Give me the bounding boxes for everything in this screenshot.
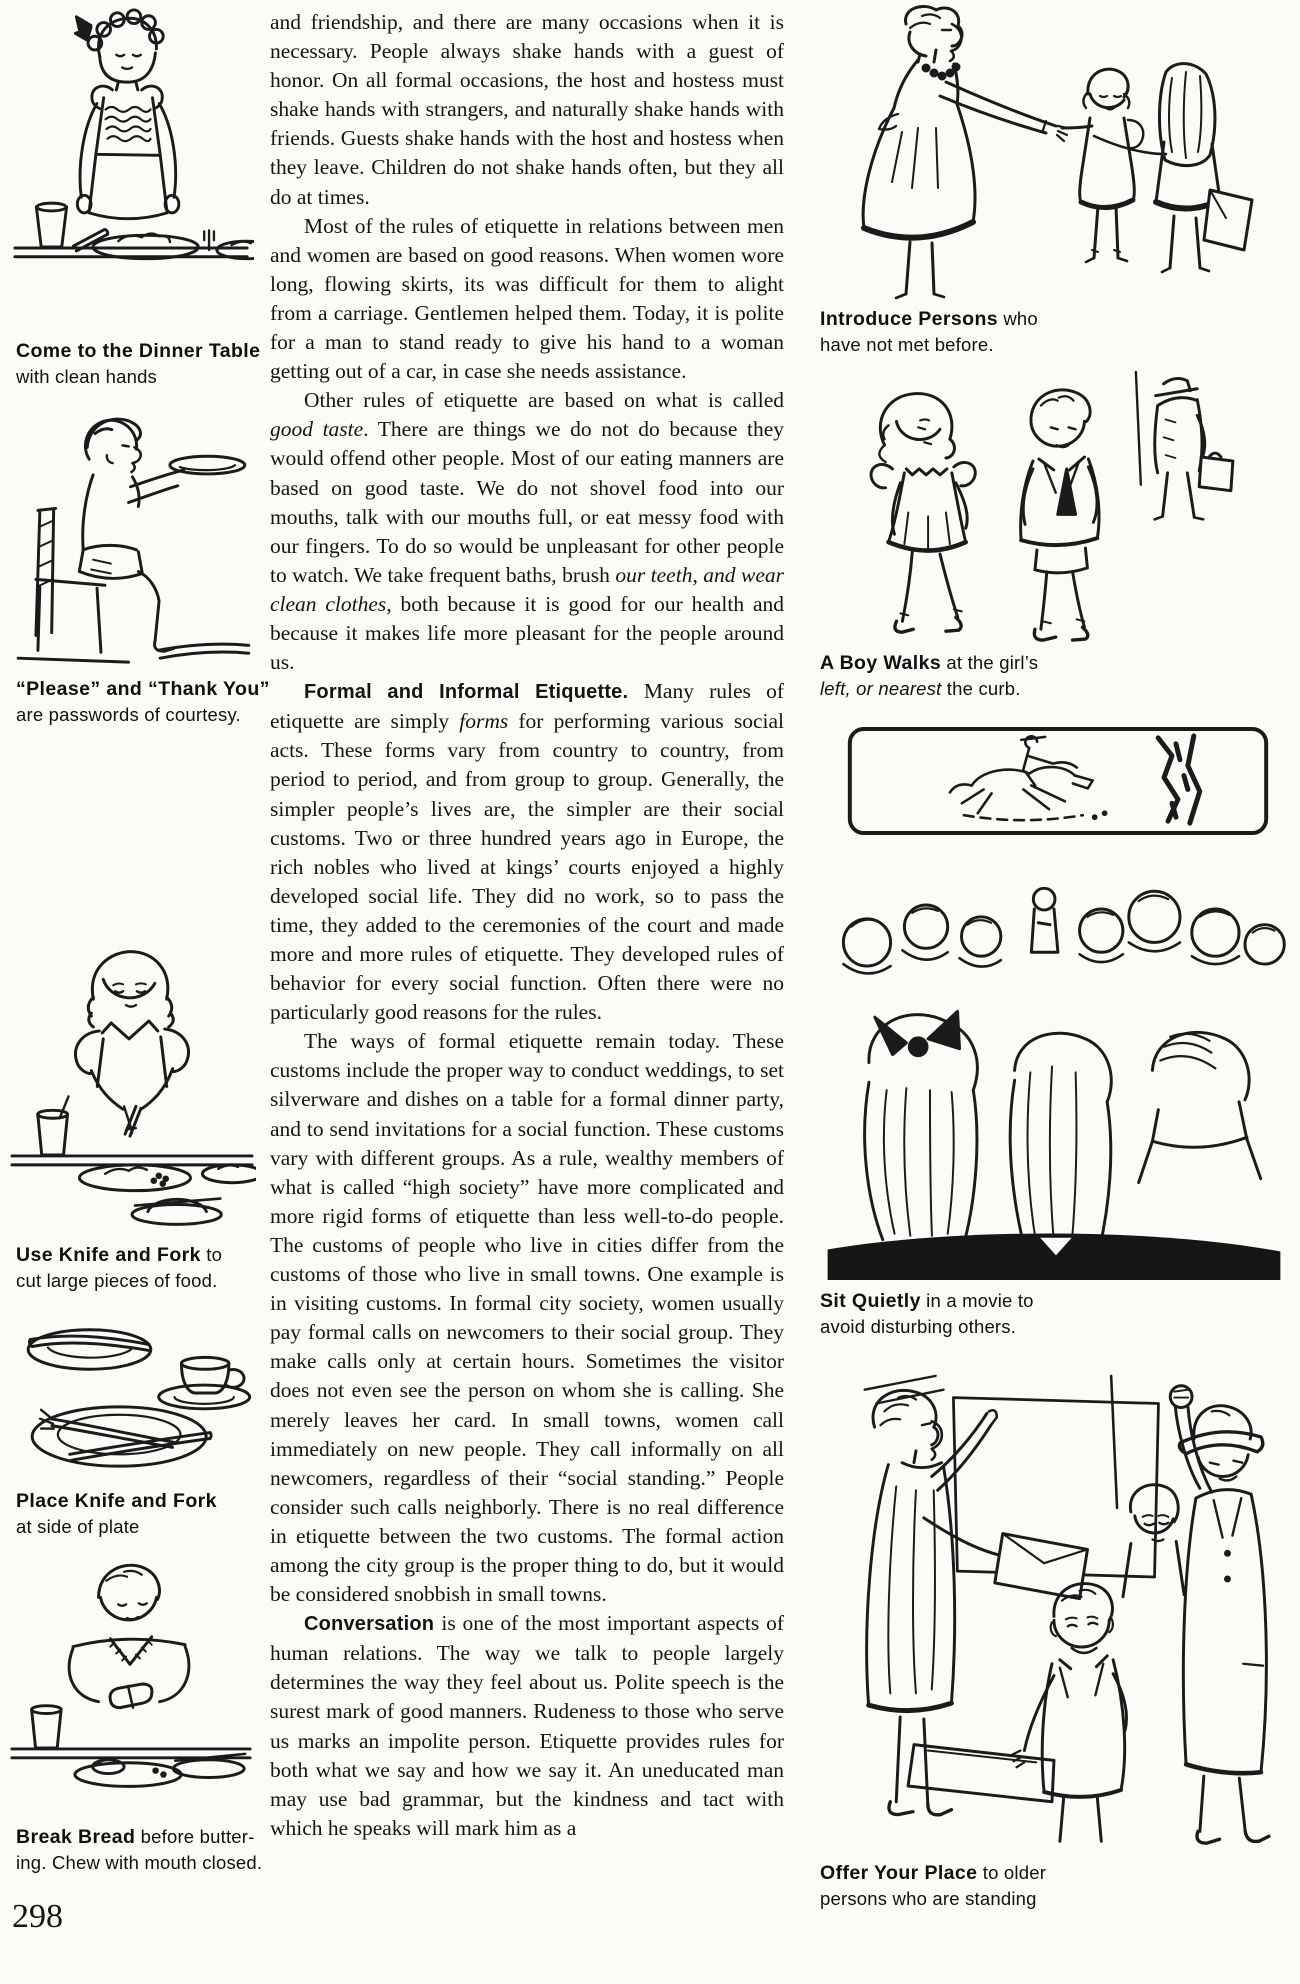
text-run: our teeth, and wear clean clothes, (270, 562, 784, 616)
offer-place-illustration (804, 1368, 1300, 1856)
text-run: in a movie to (920, 1290, 1034, 1311)
passing-plate-illustration (8, 404, 254, 670)
text-run: to (200, 1244, 223, 1265)
text-run: Break Bread (16, 1826, 136, 1848)
caption-line (820, 306, 1300, 332)
text-run: Place Knife and Fork (16, 1490, 217, 1512)
text-run: for performing various social acts. These forms vary from country to country, from period to period, and from group to group. Generally, the simpler people’s lives are, the simpler are their social customs. Two or three hundred years ago in Europe, the rich nobles who lived at kings’ courts enjoyed a highly developed social life. They did no work, so to pass the time, they added to the ceremonies of the court and made more and more rules of etiquette. They developed rules of behavior for every social function. Often there were no particularly good reasons for the rules. (270, 709, 785, 1025)
text-run: before butter- (135, 1826, 255, 1847)
movie-screen-illustration (840, 724, 1276, 838)
text-run: A Boy Walks (820, 652, 942, 674)
text-run: avoid disturbing others. (820, 1316, 1017, 1337)
left-illustration-column (0, 0, 270, 1984)
text-run: persons who are standing (820, 1888, 1037, 1909)
caption-line (16, 676, 270, 702)
text-run: Introduce Persons (820, 308, 999, 330)
paragraph (270, 1027, 784, 1609)
caption-line (16, 1514, 260, 1540)
right-illustration-column (790, 0, 1300, 1984)
article-text (270, 8, 784, 1843)
text-run: good taste (270, 417, 364, 442)
paragraph (270, 212, 784, 387)
text-run: forms (459, 709, 509, 734)
text-run: and friendship, and there are many occasions when it is necessary. People always shake hands with a guest of honor. On all formal occasions, the host and hostess must shake hands with strangers, and naturally shake hands with friends. Guests shake hands with the host and hostess when they leave. Children do not shake hands often, but they all do at times. (270, 10, 784, 209)
caption-line (16, 1488, 260, 1514)
page-number: 298 (12, 1898, 63, 1935)
caption-introduce-persons (820, 306, 1300, 358)
caption-use-knife-fork (16, 1242, 260, 1294)
caption-line (16, 1824, 260, 1850)
text-run: who (998, 308, 1038, 329)
caption-line (820, 1314, 1300, 1340)
caption-line (16, 1268, 260, 1294)
caption-dinner-table (16, 338, 260, 390)
text-run: “Please” and “Thank You” (16, 678, 270, 700)
caption-break-bread (16, 1824, 263, 1876)
caption-a-boy-walks (820, 650, 1300, 702)
text-run: to older (977, 1862, 1047, 1883)
paragraph (270, 8, 784, 212)
paragraph (270, 677, 784, 1027)
caption-line (820, 676, 1300, 702)
text-run: Many rules of etiquette are simply (270, 679, 784, 734)
text-run: cut large pieces of food. (16, 1270, 218, 1291)
caption-line (820, 332, 1300, 358)
place-setting-illustration (8, 1304, 256, 1480)
text-run: are passwords of courtesy. (16, 704, 241, 725)
text-run: Other rules of etiquette are based on what is called (304, 388, 784, 413)
breaking-bread-illustration (8, 1552, 254, 1818)
paragraph (270, 1609, 784, 1843)
caption-line (820, 1886, 1300, 1912)
paragraph (270, 386, 784, 677)
walking-illustration (804, 366, 1260, 648)
text-run: ing. Chew with mouth closed. (16, 1852, 263, 1873)
text-run: Come to the Dinner Table (16, 340, 261, 362)
text-run: both because it is good for our health and because it makes life more pleasant for the people around us. (270, 591, 784, 675)
text-run: have not met before. (820, 334, 994, 355)
introductions-illustration (804, 2, 1268, 302)
text-run: is one of the most important aspects of human relations. The way we talk to people largely determines the way they feel about us. Polite speech is the surest mark of good manners. Rudeness to those who serve us marks an impolite person. Etiquette provides rules for both what we say and how we say it. An uneducated man may use bad grammar, but the kindness and tact with which he speaks will mark him as a (270, 1611, 784, 1840)
cutting-food-illustration (8, 938, 256, 1234)
article-column (260, 0, 790, 1984)
audience-illustration (804, 844, 1300, 1282)
caption-line (16, 702, 260, 728)
caption-line (16, 338, 260, 364)
text-run: Sit Quietly (820, 1290, 921, 1312)
text-run: The ways of formal etiquette remain today. These customs include the proper way to conduct weddings, to set silverware and dishes on a table for a formal dinner party, and to send invitations for a social function. These customs vary with different groups. As a rule, wealthy members of what is called “high society” have more complicated and more rigid forms of etiquette than less well-to-do people. The customs of people who live in cities differ from the customs of those who live in small towns. One example is in visiting customs. In formal city society, women usually pay formal calls on newcomers to their social group. They make calls only at certain hours. Sometimes the visitor does not even see the person on whom she is calling. She merely leaves her card. In small towns, women call immediately on new people. They call informally on all newcomers, regardless of their “social standing.” People consider such calls neighborly. There is no real difference in etiquette between the two customs. The formal action among the city group is the proper thing to do, but it would be considered snobbish in small towns. (270, 1029, 784, 1607)
caption-line (820, 650, 1300, 676)
text-run: the curb. (941, 678, 1021, 699)
caption-place-knife-fork (16, 1488, 260, 1540)
caption-line (820, 1860, 1300, 1886)
text-run: at side of plate (16, 1516, 140, 1537)
text-run: left, or nearest (820, 678, 942, 699)
text-run: at the girl’s (941, 652, 1039, 673)
text-run: Conversation (304, 1613, 442, 1636)
caption-offer-your-place (820, 1860, 1300, 1912)
caption-line (16, 364, 260, 390)
caption-please-thank-you (16, 676, 270, 728)
caption-line (820, 1288, 1300, 1314)
text-run: Offer Your Place (820, 1862, 978, 1884)
text-run: Use Knife and Fork (16, 1244, 201, 1266)
text-run: . There are things we do not do because they would offend other people. Most of our eating manners are based on good taste. We do not shovel food into our mouths, talk with our mouths full, or eat messy food with our fingers. To do so would be unpleasant for other people to watch. We take frequent baths, brush (270, 417, 784, 587)
dinner-table-illustration (8, 6, 254, 328)
text-run: with clean hands (16, 366, 158, 387)
text-run: Most of the rules of etiquette in relations between men and women are based on good reasons. When women wore long, flowing skirts, its was difficult for them to alight from a carriage. Gentlemen helped them. Today, it is polite for a man to stand ready to give his hand to a woman getting out of a car, in case she needs assistance. (270, 213, 784, 384)
caption-line (16, 1850, 263, 1876)
text-run: Formal and Informal Etiquette. (304, 681, 644, 704)
caption-line (16, 1242, 260, 1268)
caption-sit-quietly (820, 1288, 1300, 1340)
